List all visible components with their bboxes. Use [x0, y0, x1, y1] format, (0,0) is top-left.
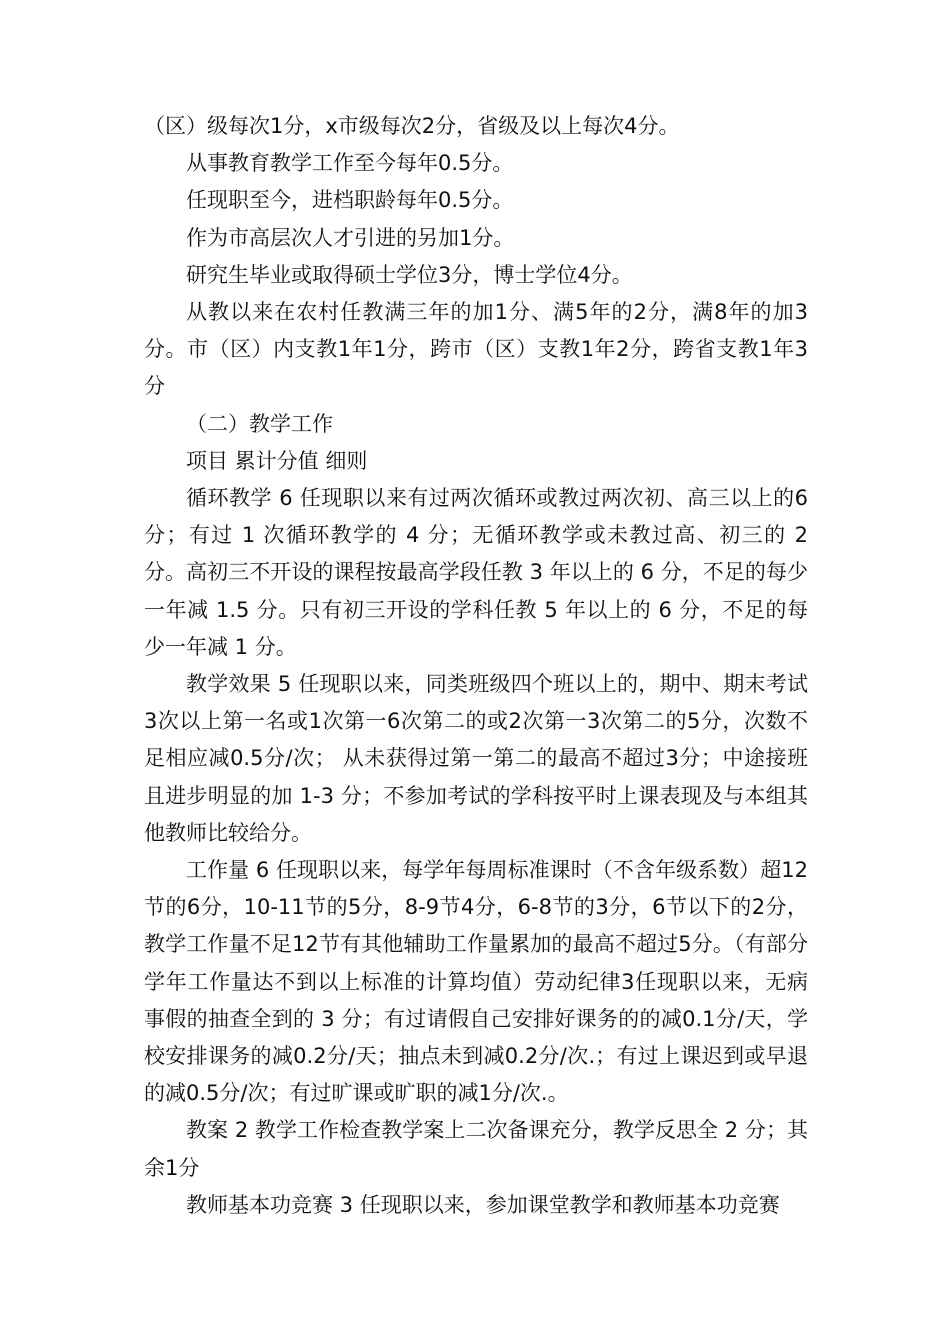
section-heading-teaching-work: （二）教学工作 — [186, 411, 333, 436]
paragraph-lesson-plan: 教案 2 教学工作检查教学案上二次备课充分，教学反思全 2 分；其余1分 — [144, 1118, 808, 1180]
table-header-line: 项目 累计分值 细则 — [186, 448, 368, 473]
paragraph-cycle-teaching: 循环教学 6 任现职以来有过两次循环或教过两次初、高三以上的6分；有过 1 次循环教学的 4 分；无循环教学或未教过高、初三的 2 分。高初三不开设的课程按最高学段任教 3 年以上的 6 分，不足的每少一年减 1.5 分。只有初三开设的学科任教 5 年以上的 6 分，不足的每少一年减 1 分。 — [144, 486, 808, 659]
paragraph-district-scoring: （区）级每次1分，x市级每次2分，省级及以上每次4分。 — [144, 114, 680, 138]
paragraph-teaching-effect: 教学效果 5 任现职以来，同类班级四个班以上的，期中、期末考试3次以上第一名或1次第一6次第二的或2次第一3次第二的5分，次数不足相应减0.5分/次； 从未获得过第一第二的最高不超过3分；中途接班且进步明显的加 1-3 分；不参加考试的学科按平时上课表现及与本组其他教师比较给分。 — [144, 672, 808, 845]
paragraph-workload: 工作量 6 任现职以来，每学年每周标准课时（不含年级系数）超12节的6分，10-11节的5分，8-9节4分，6-8节的3分，6节以下的2分，教学工作量不足12节有其他辅助工作量累加的最高不超过5分。（有部分学年工作量达不到以上标准的计算均值）劳动纪律3任现职以来，无病事假的抽查全到的 3 分；有过请假自己安排好课务的的减0.1分/天，学校安排课务的减0.2分/天；抽点未到减0.2分/次.；有过上课迟到或早退的减0.5分/次；有过旷课或旷职的减1分/次.。 — [144, 858, 808, 1106]
paragraph-current-position: 任现职至今，进档职龄每年0.5分。 — [186, 188, 514, 213]
paragraph-teaching-years: 从事教育教学工作至今每年0.5分。 — [186, 151, 514, 176]
paragraph-degree: 研究生毕业或取得硕士学位3分，博士学位4分。 — [186, 262, 633, 287]
paragraph-rural-teaching: 从教以来在农村任教满三年的加1分、满5年的2分，满8年的加3分。市（区）内支教1年1分，跨市（区）支教1年2分，跨省支教1年3分 — [144, 300, 808, 399]
document-page — [144, 108, 808, 1224]
paragraph-talent-introduction: 作为市高层次人才引进的另加1分。 — [186, 225, 515, 250]
paragraph-skill-competition: 教师基本功竞赛 3 任现职以来，参加课堂教学和教师基本功竞赛 — [186, 1192, 780, 1217]
